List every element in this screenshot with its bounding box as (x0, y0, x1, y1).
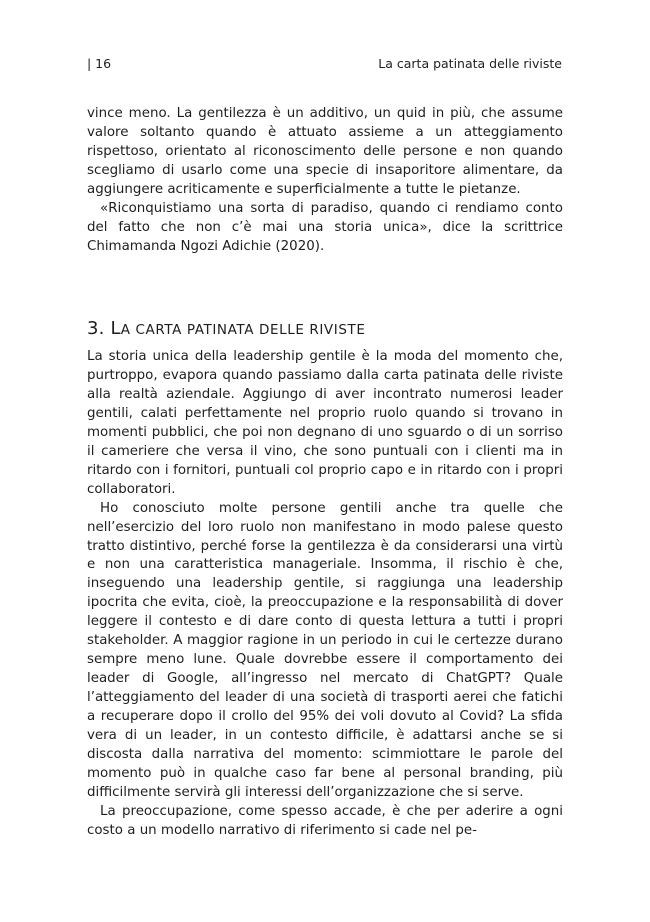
section-heading (87, 318, 563, 341)
paragraph-quote: «Riconquistiamo una sorta di paradiso, quando ci rendiamo conto del fatto che non c’è mai una storia unica», dice la scrittrice Chimamanda Ngozi Adichie (2020). (87, 200, 563, 254)
paragraph-continued: vince meno. La gentilezza è un additivo, un quid in più, che assume valore soltanto quando è attuato assieme a un atteggiamento rispettoso, orientato al riconoscimento delle persone e non quando scegliamo di usarlo come una specie di insaporitore alimentare, da aggiungere acriticamente e superficialmente a tutte le pietanze. (87, 106, 563, 197)
paragraph: La storia unica della leadership gentile è la moda del momento che, purtroppo, evapora quando passiamo dalla carta patinata delle riviste alla realtà aziendale. Aggiungo di aver incontrato numerosi leader gentili, calati perfettamente nel proprio ruolo quando si trovano in momenti pubblici, che poi non degnano di uno sguardo o di un sorriso il cameriere che versa il vino, che sono puntuali con i clienti ma in ritardo con i fornitori, puntuali col proprio capo e in ritardo con i propri collaboratori. (87, 349, 563, 497)
paragraph: La preoccupazione, come spesso accade, è che per aderire a ogni costo a un modello narrativo di riferimento si cade nel pe- (87, 803, 563, 838)
running-title: La carta patinata delle riviste (378, 56, 562, 71)
text-block-top (87, 105, 563, 257)
section-number: 3. (87, 318, 105, 339)
page-number: | 16 (87, 56, 112, 71)
paragraph: Ho conosciuto molte persone gentili anche tra quelle che nell’esercizio del loro ruolo non manifestano in modo palese questo tratto distintivo, perché forse la gentilezza è da considerarsi una virtù e non una caratteristica manageriale. Insomma, il rischio è che, inseguendo una leadership gentile, si raggiunga una leadership ipocrita che evita, cioè, la preoccupazione e la responsabilità di dover leggere il contesto e di dare conto di questa lettura a tutti i propri stakeholder. A maggior ragione in un periodo in cui le certezze durano sempre meno lune. Quale dovrebbe essere il comportamento dei leader di Google, all’ingresso nel mercato di ChatGPT? Quale l’atteggiamento del leader di una società di trasporti aerei che fatichi a recuperare dopo il crollo del 95% dei voli dovuto al Covid? La sfida vera di un leader, in un contesto difficile, è adattarsi anche se si discosta dalla narrativa del momento: scimmiottare le parole del momento può in qualche caso far bene al personal branding, più difficilmente servirà gli interessi dell’organizzazione che si serve. (87, 500, 563, 800)
section-title-initial: L (110, 318, 121, 339)
text-block-section (87, 348, 563, 841)
section-title-rest: A CARTA PATINATA DELLE RIVISTE (120, 322, 366, 338)
